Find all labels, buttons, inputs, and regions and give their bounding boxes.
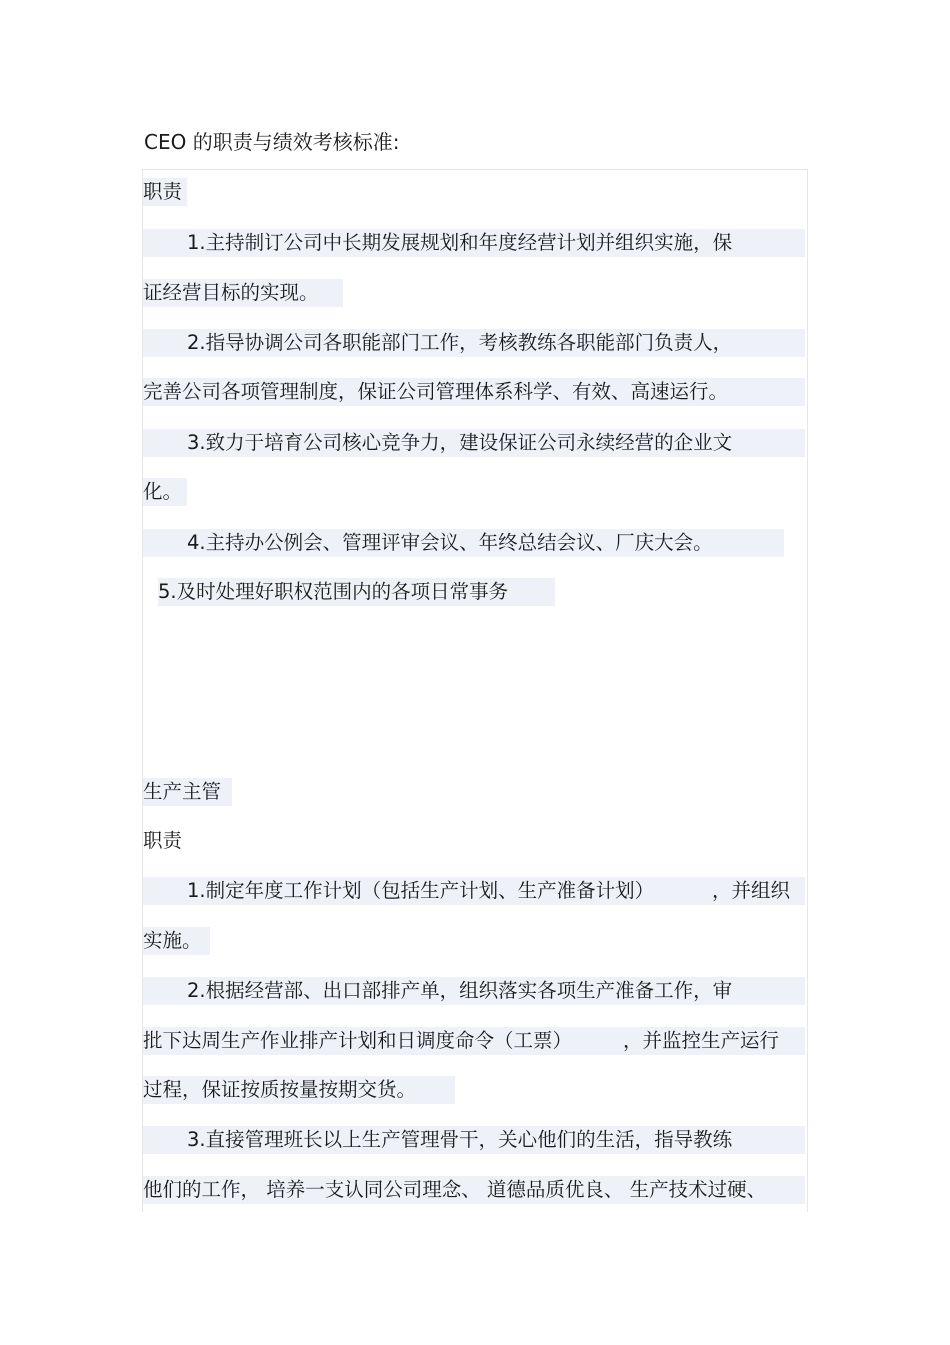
ceo-duty-1-line-1: 1.主持制订公司中长期发展规划和年度经营计划并组织实施，保 [143, 229, 805, 257]
ceo-duty-4: 4.主持办公例会、管理评审会议、年终总结会议、厂庆大会。 [143, 529, 784, 557]
ceo-duty-2-line-1: 2.指导协调公司各职能部门工作，考核教练各职能部门负责人， [143, 329, 805, 357]
production-duty-2-line-3: 过程，保证按质按量按期交货。 [143, 1076, 455, 1104]
ceo-duty-3-line-2: 化。 [143, 478, 187, 506]
production-duty-3-line-1: 3.直接管理班长以上生产管理骨干，关心他们的生活，指导教练 [143, 1126, 805, 1154]
ceo-duty-5: 5.及时处理好职权范围内的各项日常事务 [158, 578, 555, 606]
production-duties-heading: 职责 [143, 829, 183, 852]
production-duty-1-line-2: 实施。 [143, 927, 210, 955]
production-duty-2-line-2: 批下达周生产作业排产计划和日调度命令（工票） [143, 1027, 805, 1055]
production-duty-1-line-1-end: ，并组织 [712, 879, 791, 902]
production-role-title: 生产主管 [143, 778, 232, 806]
ceo-duty-3-line-1: 3.致力于培育公司核心竞争力，建设保证公司永续经营的企业文 [143, 429, 805, 457]
production-duty-3-line-2: 他们的工作， 培养一支认同公司理念、 道德品质优良、 生产技术过硬、 [143, 1176, 805, 1204]
content-frame [142, 169, 808, 1212]
ceo-duty-2-line-2: 完善公司各项管理制度，保证公司管理体系科学、有效、高速运行。 [143, 378, 805, 406]
document-title: CEO 的职责与绩效考核标准: [144, 130, 400, 154]
production-duty-1-line-1: 1.制定年度工作计划（包括生产计划、生产准备计划） [143, 877, 805, 905]
ceo-duty-1-line-2: 证经营目标的实现。 [143, 279, 343, 307]
production-duty-2-line-1: 2.根据经营部、出口部排产单，组织落实各项生产准备工作，审 [143, 977, 805, 1005]
production-duty-2-line-2-end: ，并监控生产运行 [623, 1029, 780, 1052]
ceo-duties-heading: 职责 [143, 178, 187, 206]
